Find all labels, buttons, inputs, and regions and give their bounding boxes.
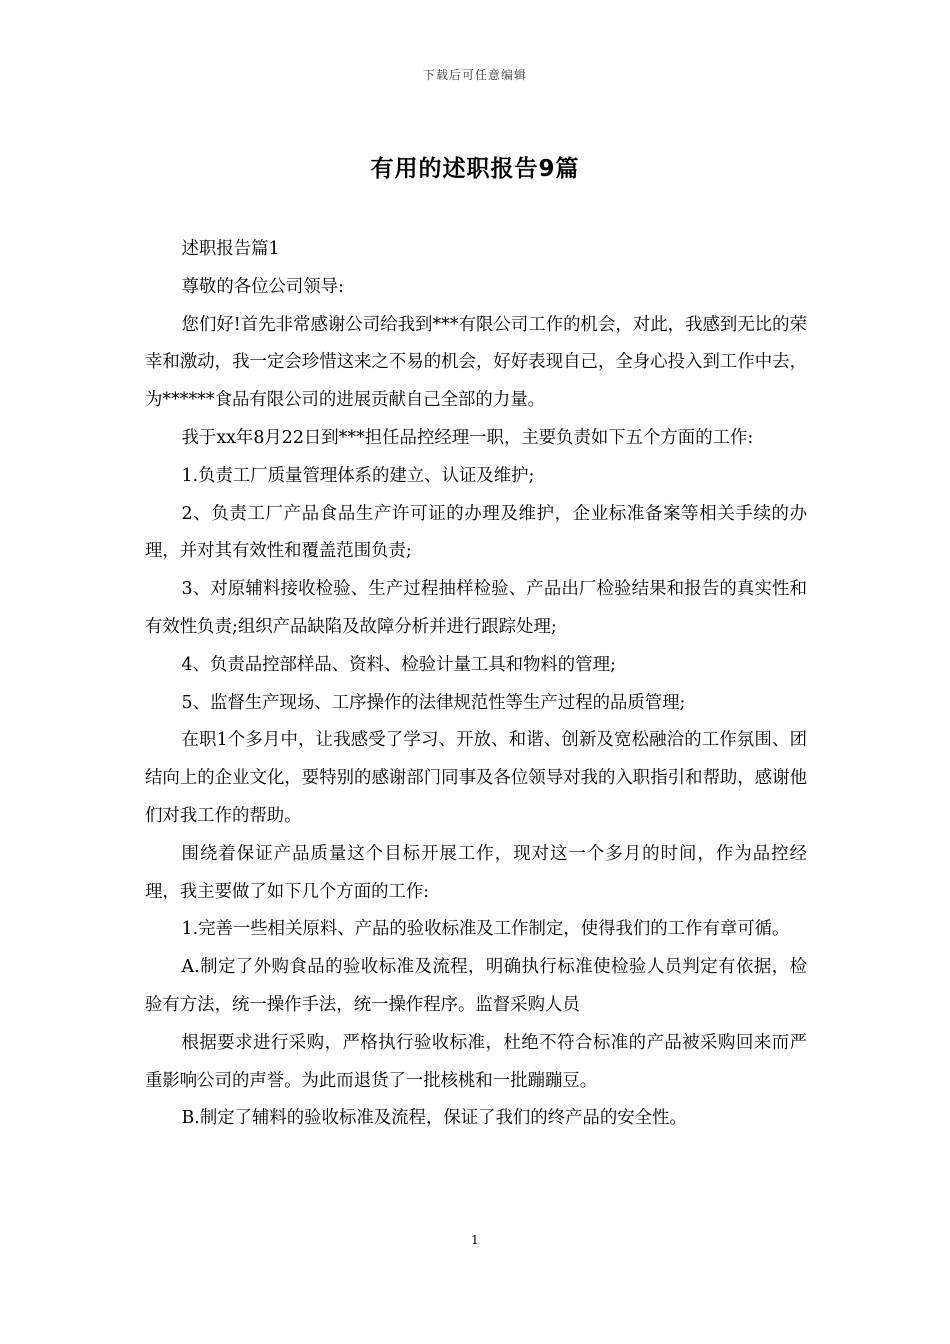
- salutation: 尊敬的各位公司领导:: [181, 276, 344, 297]
- header-note: 下载后可任意编辑: [422, 68, 527, 82]
- paragraph: 我于xx年8月22日到***担任品控经理一职，主要负责如下五个方面的工作:: [181, 427, 754, 448]
- document-body: [145, 231, 807, 1138]
- paragraph: 围绕着保证产品质量这个目标开展工作，现对这一个多月的时间，作为品控经理，我主要做了如下几个方面的工作:: [145, 843, 807, 902]
- paragraph: 您们好!首先非常感谢公司给我到***有限公司工作的机会，对此，我感到无比的荣幸和激动，我一定会珍惜这来之不易的机会，好好表现自己，全身心投入到工作中去，为******食品有限公司的进展贡献自己全部的力量。: [145, 314, 807, 411]
- list-item: 1.负责工厂质量管理体系的建立、认证及维护;: [181, 465, 535, 486]
- list-item: 4、负责品控部样品、资料、检验计量工具和物料的管理;: [181, 654, 616, 675]
- page-number: 1: [471, 1233, 479, 1247]
- list-item: 2、负责工厂产品食品生产许可证的办理及维护，企业标准备案等相关手续的办理，并对其有效性和覆盖范围负责;: [145, 503, 807, 562]
- sub-item: B.制定了辅料的验收标准及流程，保证了我们的终产品的安全性。: [181, 1108, 687, 1129]
- document-title: 有用的述职报告9篇: [370, 156, 580, 182]
- section-heading: 述职报告篇1: [181, 239, 280, 259]
- list-item: 5、监督生产现场、工序操作的法律规范性等生产过程的品质管理;: [181, 692, 686, 713]
- list-item: 1.完善一些相关原料、产品的验收标准及工作制定，使得我们的工作有章可循。: [181, 919, 790, 940]
- sub-item: A.制定了外购食品的验收标准及流程，明确执行标准使检验人员判定有依据，检验有方法，统一操作手法，统一操作程序。监督采购人员: [145, 957, 807, 1015]
- paragraph: 根据要求进行采购，严格执行验收标准，杜绝不符合标准的产品被采购回来而严重影响公司的声誉。为此而退货了一批核桃和一批蹦蹦豆。: [145, 1032, 807, 1091]
- list-item: 3、对原辅料接收检验、生产过程抽样检验、产品出厂检验结果和报告的真实性和有效性负责;组织产品缺陷及故障分析并进行跟踪处理;: [145, 579, 807, 637]
- paragraph: 在职1个多月中，让我感受了学习、开放、和谐、创新及宽松融洽的工作氛围、团结向上的企业文化，要特别的感谢部门同事及各位领导对我的入职指引和帮助，感谢他们对我工作的帮助。: [145, 730, 807, 826]
